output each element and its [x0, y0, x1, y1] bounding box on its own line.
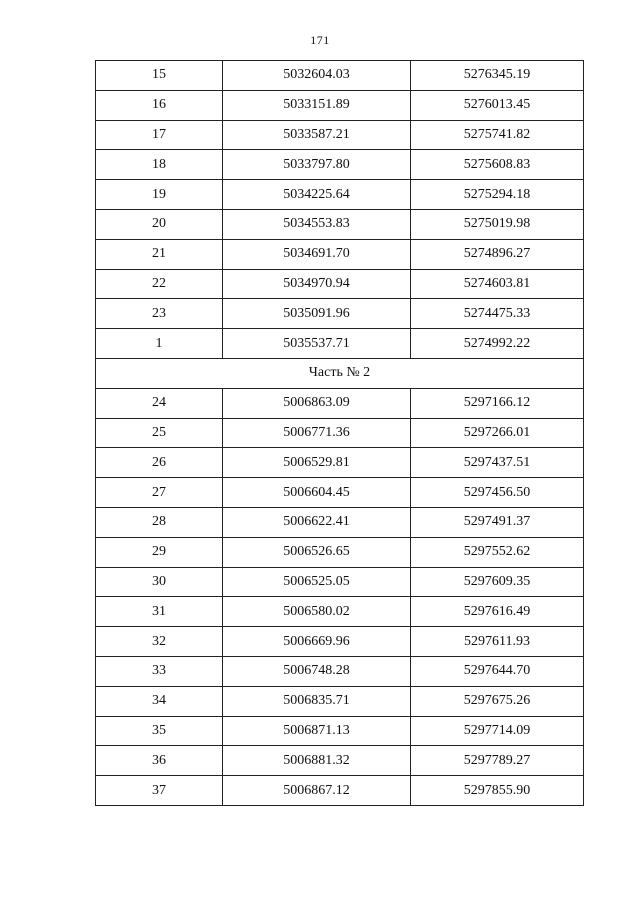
point-number-cell: 15	[96, 61, 223, 91]
point-number-cell: 25	[96, 418, 223, 448]
y-coordinate-cell: 5297611.93	[411, 627, 584, 657]
section-label: Часть № 2	[96, 358, 584, 388]
x-coordinate-cell: 5006529.81	[223, 448, 411, 478]
point-number-cell: 20	[96, 209, 223, 239]
table-row	[96, 120, 584, 150]
table-row	[96, 448, 584, 478]
y-coordinate-cell: 5297609.35	[411, 567, 584, 597]
x-coordinate-cell: 5006867.12	[223, 776, 411, 806]
point-number-cell: 19	[96, 180, 223, 210]
table-row	[96, 209, 584, 239]
x-coordinate-cell: 5035091.96	[223, 299, 411, 329]
point-number-cell: 22	[96, 269, 223, 299]
table-row	[96, 150, 584, 180]
y-coordinate-cell: 5297644.70	[411, 656, 584, 686]
y-coordinate-cell: 5297855.90	[411, 776, 584, 806]
y-coordinate-cell: 5297616.49	[411, 597, 584, 627]
point-number-cell: 1	[96, 329, 223, 359]
coordinates-table-body	[96, 61, 584, 806]
table-row	[96, 90, 584, 120]
x-coordinate-cell: 5006771.36	[223, 418, 411, 448]
point-number-cell: 18	[96, 150, 223, 180]
table-row	[96, 61, 584, 91]
point-number-cell: 29	[96, 537, 223, 567]
x-coordinate-cell: 5032604.03	[223, 61, 411, 91]
table-row	[96, 388, 584, 418]
x-coordinate-cell: 5006871.13	[223, 716, 411, 746]
table-row	[96, 656, 584, 686]
y-coordinate-cell: 5274896.27	[411, 239, 584, 269]
x-coordinate-cell: 5034553.83	[223, 209, 411, 239]
y-coordinate-cell: 5297437.51	[411, 448, 584, 478]
x-coordinate-cell: 5006525.05	[223, 567, 411, 597]
y-coordinate-cell: 5297456.50	[411, 478, 584, 508]
x-coordinate-cell: 5006669.96	[223, 627, 411, 657]
y-coordinate-cell: 5274603.81	[411, 269, 584, 299]
y-coordinate-cell: 5297166.12	[411, 388, 584, 418]
x-coordinate-cell: 5006748.28	[223, 656, 411, 686]
y-coordinate-cell: 5275608.83	[411, 150, 584, 180]
table-row	[96, 776, 584, 806]
y-coordinate-cell: 5274475.33	[411, 299, 584, 329]
x-coordinate-cell: 5033587.21	[223, 120, 411, 150]
y-coordinate-cell: 5275294.18	[411, 180, 584, 210]
table-row	[96, 507, 584, 537]
point-number-cell: 28	[96, 507, 223, 537]
x-coordinate-cell: 5033151.89	[223, 90, 411, 120]
point-number-cell: 21	[96, 239, 223, 269]
x-coordinate-cell: 5006622.41	[223, 507, 411, 537]
x-coordinate-cell: 5034691.70	[223, 239, 411, 269]
x-coordinate-cell: 5006580.02	[223, 597, 411, 627]
point-number-cell: 27	[96, 478, 223, 508]
point-number-cell: 24	[96, 388, 223, 418]
table-row	[96, 597, 584, 627]
table-row	[96, 746, 584, 776]
y-coordinate-cell: 5297789.27	[411, 746, 584, 776]
y-coordinate-cell: 5276345.19	[411, 61, 584, 91]
table-row	[96, 478, 584, 508]
table-row	[96, 269, 584, 299]
x-coordinate-cell: 5006863.09	[223, 388, 411, 418]
table-row	[96, 180, 584, 210]
x-coordinate-cell: 5034970.94	[223, 269, 411, 299]
y-coordinate-cell: 5275741.82	[411, 120, 584, 150]
y-coordinate-cell: 5276013.45	[411, 90, 584, 120]
y-coordinate-cell: 5274992.22	[411, 329, 584, 359]
table-row	[96, 567, 584, 597]
point-number-cell: 17	[96, 120, 223, 150]
x-coordinate-cell: 5033797.80	[223, 150, 411, 180]
x-coordinate-cell: 5035537.71	[223, 329, 411, 359]
x-coordinate-cell: 5034225.64	[223, 180, 411, 210]
page-number: 171	[310, 33, 330, 47]
point-number-cell: 32	[96, 627, 223, 657]
y-coordinate-cell: 5297266.01	[411, 418, 584, 448]
point-number-cell: 16	[96, 90, 223, 120]
table-row	[96, 716, 584, 746]
x-coordinate-cell: 5006881.32	[223, 746, 411, 776]
point-number-cell: 30	[96, 567, 223, 597]
table-row	[96, 686, 584, 716]
point-number-cell: 26	[96, 448, 223, 478]
y-coordinate-cell: 5275019.98	[411, 209, 584, 239]
y-coordinate-cell: 5297491.37	[411, 507, 584, 537]
point-number-cell: 36	[96, 746, 223, 776]
point-number-cell: 33	[96, 656, 223, 686]
point-number-cell: 31	[96, 597, 223, 627]
table-row	[96, 418, 584, 448]
section-header-row	[96, 358, 584, 388]
table-row	[96, 537, 584, 567]
point-number-cell: 34	[96, 686, 223, 716]
x-coordinate-cell: 5006526.65	[223, 537, 411, 567]
x-coordinate-cell: 5006604.45	[223, 478, 411, 508]
y-coordinate-cell: 5297552.62	[411, 537, 584, 567]
y-coordinate-cell: 5297675.26	[411, 686, 584, 716]
table-row	[96, 329, 584, 359]
table-row	[96, 239, 584, 269]
point-number-cell: 35	[96, 716, 223, 746]
point-number-cell: 23	[96, 299, 223, 329]
point-number-cell: 37	[96, 776, 223, 806]
coordinates-table	[95, 60, 584, 806]
table-row	[96, 627, 584, 657]
y-coordinate-cell: 5297714.09	[411, 716, 584, 746]
x-coordinate-cell: 5006835.71	[223, 686, 411, 716]
table-row	[96, 299, 584, 329]
